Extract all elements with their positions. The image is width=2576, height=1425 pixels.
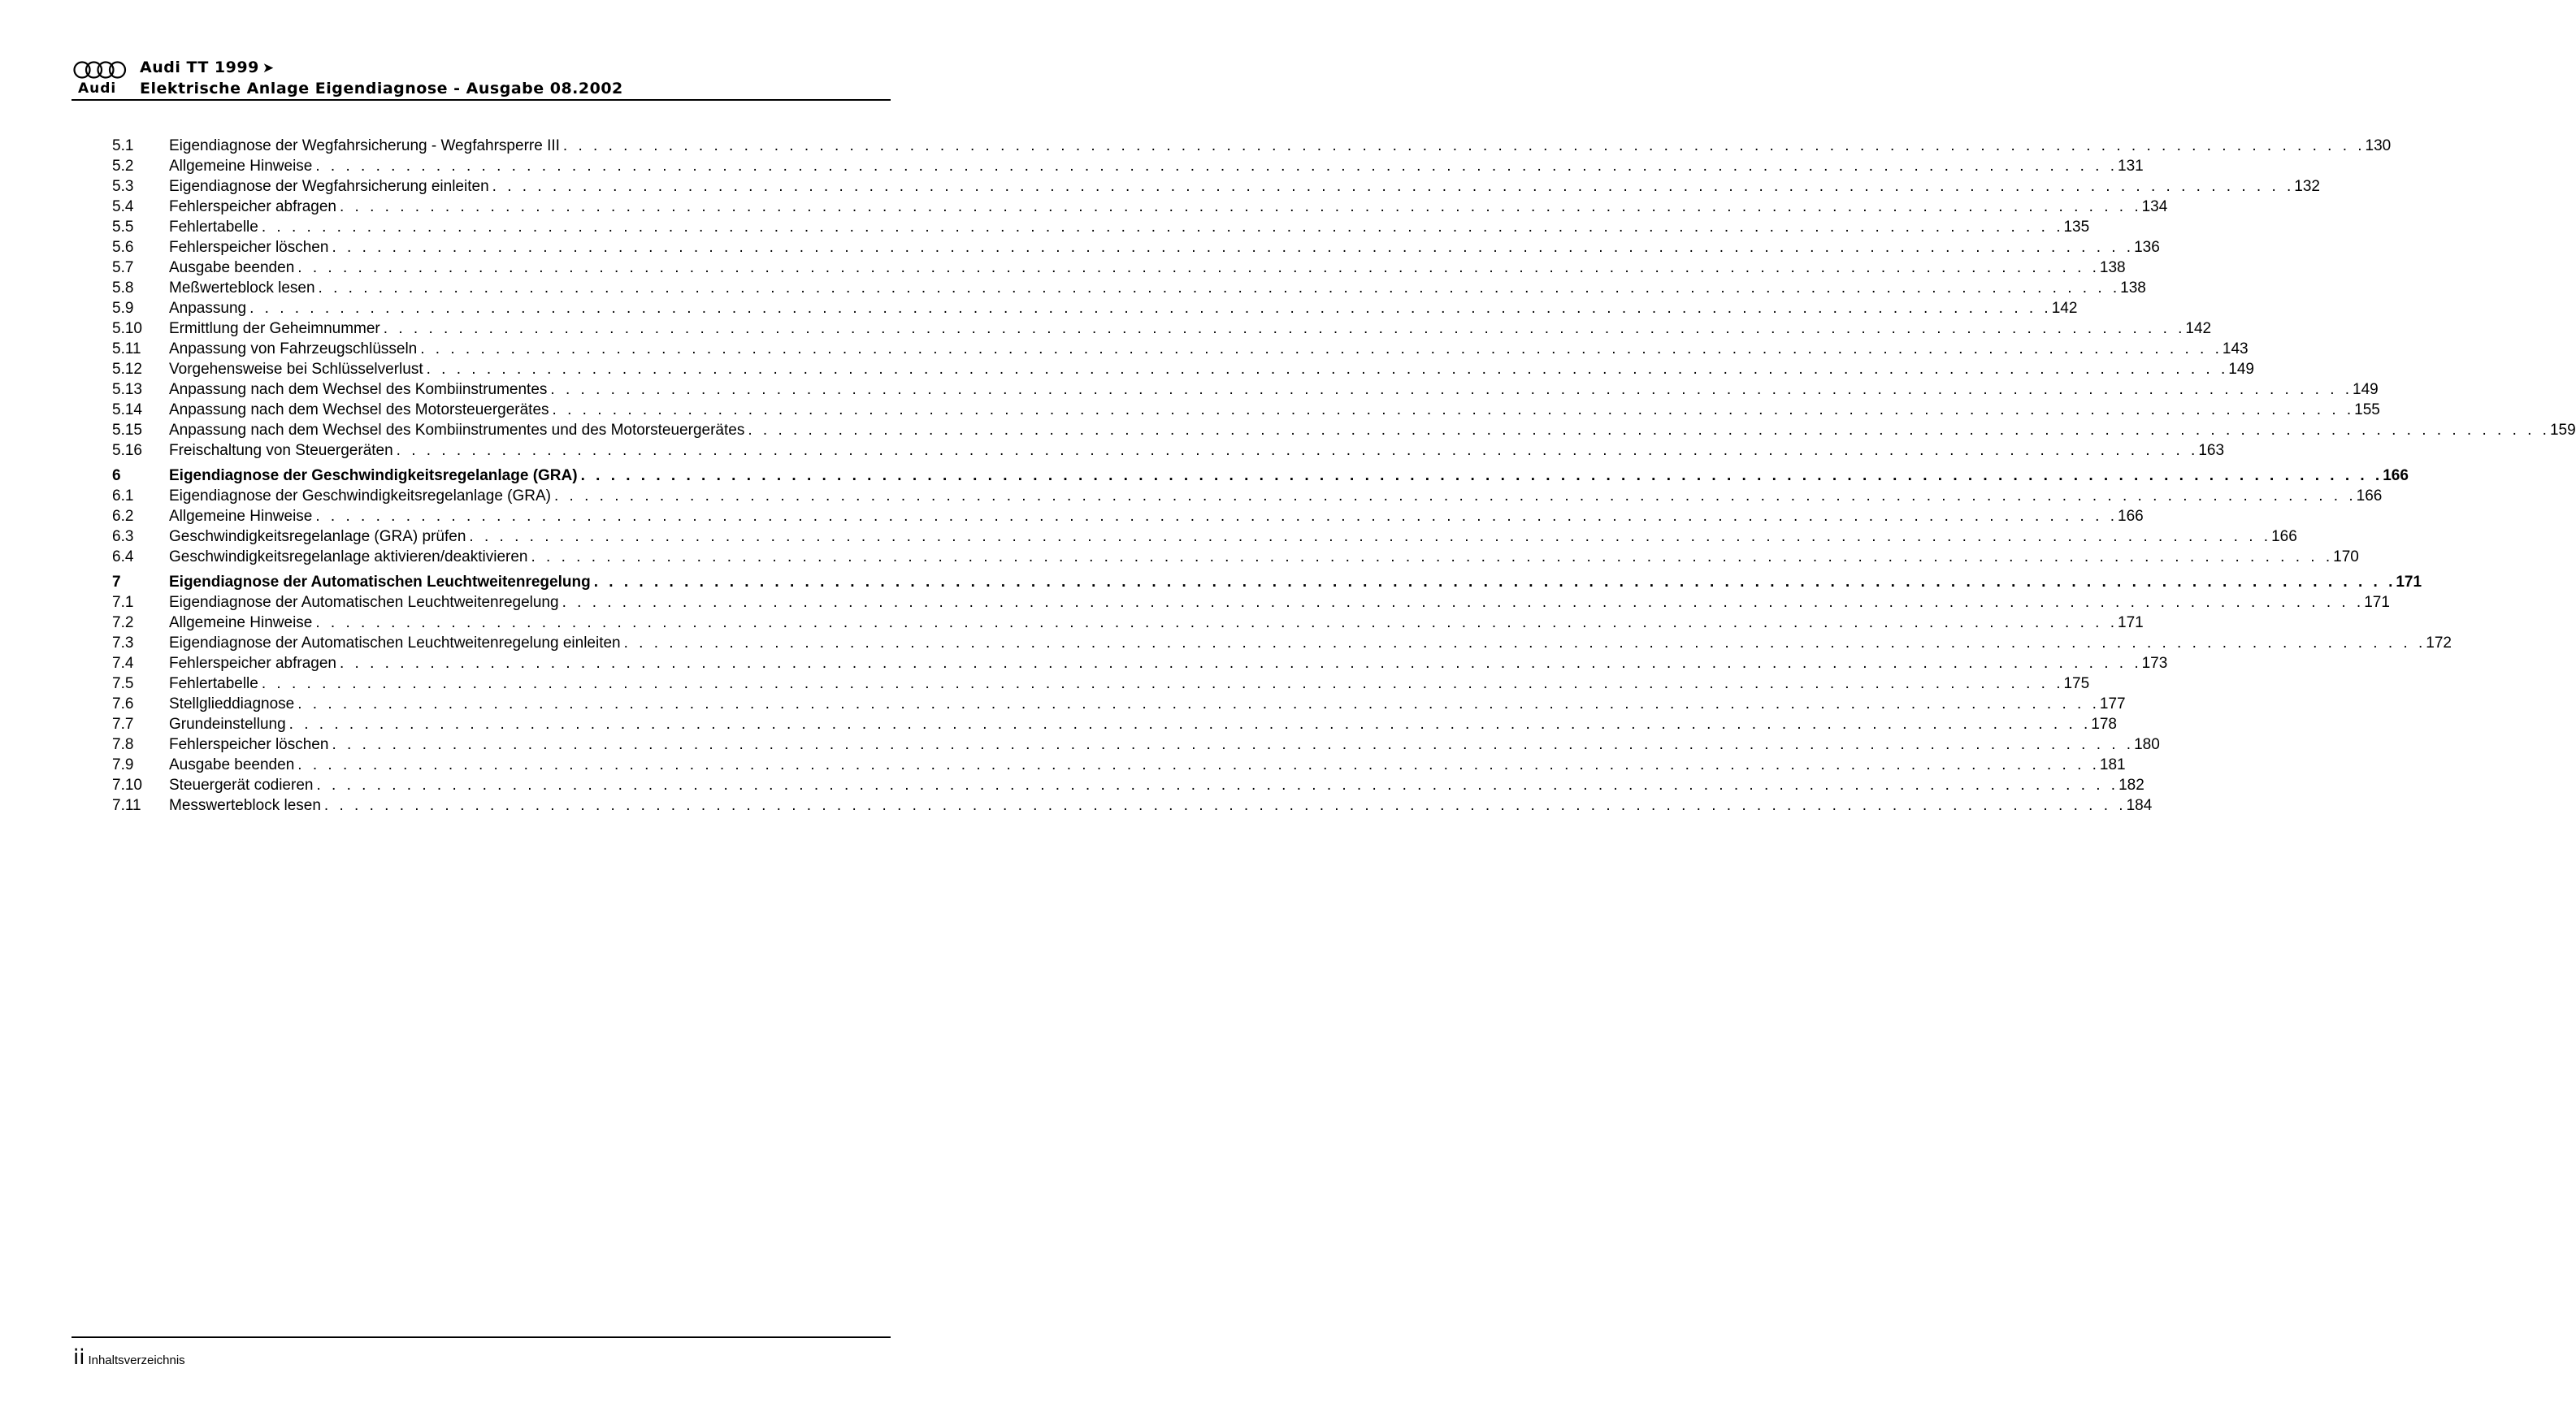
toc-entry-title: Meßwerteblock lesen	[169, 279, 315, 297]
toc-entry-title: Allgemeine Hinweise	[169, 508, 313, 525]
toc-entry[interactable]	[112, 795, 2153, 816]
dot-leader: . . . . . . . . . . . . . . . . . . . . . . . . . . . . . . . . . . . . . . . . . . . . . . . . . . . . . . . . . . . . . . . . . . . . . . . . . . . . . . . . . . . . . . . . . . . . . . . . . . . . . . . . . . . . . . . . . . . . . . . .	[261, 675, 2064, 692]
dot-leader: . . . . . . . . . . . . . . . . . . . . . . . . . . . . . . . . . . . . . . . . . . . . . . . . . . . . . . . . . . . . . . . . . . . . . . . . . . . . . . . . . . . . . . . . . . . . . . . . . . . . . . . . . . . . . . . . . . . . . . . .	[261, 219, 2064, 236]
toc-entry-page: 138	[2120, 279, 2146, 297]
toc-entry-number: 6.4	[112, 548, 134, 565]
dot-leader: . . . . . . . . . . . . . . . . . . . . . . . . . . . . . . . . . . . . . . . . . . . . . . . . . . . . . . . . . . . . . . . . . . . . . . . . . . . . . . . . . . . . . . . . . . . . . . . . . . . . . . . . . . . . . . . . . . . . . . . .	[593, 574, 2396, 591]
toc-entry-page: 166	[2356, 487, 2383, 505]
dot-leader: . . . . . . . . . . . . . . . . . . . . . . . . . . . . . . . . . . . . . . . . . . . . . . . . . . . . . . . . . . . . . . . . . . . . . . . . . . . . . . . . . . . . . . . . . . . . . . . . . . . . . . . . . . . . . . . . . . . . . . . .	[552, 401, 2355, 418]
toc-entry-body	[169, 506, 2144, 526]
toc-entry-body	[169, 156, 2144, 176]
dot-leader: . . . . . . . . . . . . . . . . . . . . . . . . . . . . . . . . . . . . . . . . . . . . . . . . . . . . . . . . . . . . . . . . . . . . . . . . . . . . . . . . . . . . . . . . . . . . . . . . . . . . . . . . . . . . . . . . . . . . . . . .	[426, 361, 2229, 378]
toc-entry[interactable]	[112, 258, 2126, 278]
toc-entry-title: Steuergerät codieren	[169, 777, 314, 794]
toc-entry-page: 171	[2364, 594, 2390, 611]
dot-leader: . . . . . . . . . . . . . . . . . . . . . . . . . . . . . . . . . . . . . . . . . . . . . . . . . . . . . . . . . . . . . . . . . . . . . . . . . . . . . . . . . . . . . . . . . . . . . . . . . . . . . . . . . . . . . . . . . . . . . . . .	[623, 635, 2426, 652]
toc-entry-body	[169, 694, 2126, 714]
toc-entry[interactable]	[112, 136, 2392, 156]
toc-entry-page: 130	[2365, 137, 2392, 154]
document-title	[140, 58, 275, 76]
toc-entry-body	[169, 197, 2168, 217]
toc-entry-number: 5.11	[112, 340, 141, 357]
toc-entry[interactable]	[112, 197, 2168, 217]
toc-chapter-entry[interactable]	[112, 572, 2422, 592]
toc-entry-body	[169, 466, 2409, 486]
toc-entry-title: Geschwindigkeitsregelanlage aktivieren/deaktivieren	[169, 548, 528, 565]
toc-entry-title: Vorgehensweise bei Schlüsselverlust	[169, 361, 423, 378]
toc-entry-title: Anpassung von Fahrzeugschlüsseln	[169, 340, 418, 357]
toc-entry-page: 172	[2426, 635, 2452, 652]
dot-leader: . . . . . . . . . . . . . . . . . . . . . . . . . . . . . . . . . . . . . . . . . . . . . . . . . . . . . . . . . . . . . . . . . . . . . . . . . . . . . . . . . . . . . . . . . . . . . . . . . . . . . . . . . . . . . . . . . . . . . . . .	[249, 300, 2052, 317]
dot-leader: . . . . . . . . . . . . . . . . . . . . . . . . . . . . . . . . . . . . . . . . . . . . . . . . . . . . . . . . . . . . . . . . . . . . . . . . . . . . . . . . . . . . . . . . . . . . . . . . . . . . . . . . . . . . . . . . . . . . . . . .	[332, 239, 2135, 256]
toc-entry-number: 5.9	[112, 300, 134, 317]
toc-entry-page: 155	[2354, 401, 2380, 418]
dot-leader: . . . . . . . . . . . . . . . . . . . . . . . . . . . . . . . . . . . . . . . . . . . . . . . . . . . . . . . . . . . . . . . . . . . . . . . . . . . . . . . . . . . . . . . . . . . . . . . . . . . . . . . . . . . . . . . . . . . . . . . .	[323, 797, 2127, 814]
toc-chapter-entry[interactable]	[112, 466, 2409, 486]
toc-entry-title: Allgemeine Hinweise	[169, 614, 313, 631]
toc-entry-page: 143	[2222, 340, 2249, 357]
toc-entry[interactable]	[112, 633, 2452, 653]
toc-entry-body	[169, 339, 2249, 359]
toc-entry-number: 6.1	[112, 487, 134, 505]
toc-entry-body	[169, 795, 2153, 816]
toc-entry-title: Eigendiagnose der Wegfahrsicherung - Wegfahrsperre III	[169, 137, 560, 154]
toc-entry-number: 5.15	[112, 422, 142, 439]
toc-entry-number: 5.8	[112, 279, 134, 297]
toc-entry-title: Stellglieddiagnose	[169, 695, 295, 712]
toc-entry-title: Grundeinstellung	[169, 716, 286, 733]
toc-entry[interactable]	[112, 217, 2090, 237]
toc-entry-page: 180	[2134, 736, 2160, 753]
header-divider	[72, 99, 891, 101]
dot-leader: . . . . . . . . . . . . . . . . . . . . . . . . . . . . . . . . . . . . . . . . . . . . . . . . . . . . . . . . . . . . . . . . . . . . . . . . . . . . . . . . . . . . . . . . . . . . . . . . . . . . . . . . . . . . . . . . . . . . . . . .	[297, 695, 2100, 712]
toc-entry[interactable]	[112, 156, 2144, 176]
toc-entry-body	[169, 217, 2090, 237]
toc-entry[interactable]	[112, 420, 2576, 440]
toc-entry-number: 7.7	[112, 716, 134, 733]
toc-entry-body	[169, 633, 2452, 653]
toc-entry-title: Fehlertabelle	[169, 219, 258, 236]
toc-entry-number: 5.4	[112, 198, 134, 215]
toc-entry-number: 6	[112, 467, 121, 484]
toc-entry-title: Messwerteblock lesen	[169, 797, 321, 814]
toc-entry-title: Anpassung nach dem Wechsel des Kombiinstrumentes und des Motorsteuergerätes	[169, 422, 745, 439]
page-footer	[73, 1345, 185, 1370]
toc-entry-title: Fehlerspeicher löschen	[169, 736, 329, 753]
toc-entry-title: Anpassung nach dem Wechsel des Motorsteuergerätes	[169, 401, 549, 418]
dot-leader: . . . . . . . . . . . . . . . . . . . . . . . . . . . . . . . . . . . . . . . . . . . . . . . . . . . . . . . . . . . . . . . . . . . . . . . . . . . . . . . . . . . . . . . . . . . . . . . . . . . . . . . . . . . . . . . . . . . . . . . .	[492, 178, 2295, 195]
toc-entry-body	[169, 379, 2379, 400]
toc-entry-title: Allgemeine Hinweise	[169, 158, 313, 175]
toc-entry-title: Eigendiagnose der Geschwindigkeitsregelanlage (GRA)	[169, 487, 551, 505]
toc-entry-body	[169, 653, 2168, 674]
toc-entry-page: 134	[2141, 198, 2168, 215]
audi-rings-icon	[73, 60, 127, 80]
toc-entry-page: 181	[2099, 756, 2126, 773]
toc-entry-number: 5.12	[112, 361, 142, 378]
toc-entry-page: 166	[2383, 467, 2409, 484]
dot-leader: . . . . . . . . . . . . . . . . . . . . . . . . . . . . . . . . . . . . . . . . . . . . . . . . . . . . . . . . . . . . . . . . . . . . . . . . . . . . . . . . . . . . . . . . . . . . . . . . . . . . . . . . . . . . . . . . . . . . . . . .	[315, 508, 2118, 525]
toc-entry-body	[169, 755, 2126, 775]
toc-entry-title: Ausgabe beenden	[169, 259, 295, 276]
toc-entry-number: 5.14	[112, 401, 142, 418]
toc-entry-body	[169, 734, 2160, 755]
toc-entry-title: Fehlerspeicher abfragen	[169, 655, 336, 672]
toc-entry-body	[169, 526, 2297, 547]
toc-entry-title: Fehlerspeicher abfragen	[169, 198, 336, 215]
dot-leader: . . . . . . . . . . . . . . . . . . . . . . . . . . . . . . . . . . . . . . . . . . . . . . . . . . . . . . . . . . . . . . . . . . . . . . . . . . . . . . . . . . . . . . . . . . . . . . . . . . . . . . . . . . . . . . . . . . . . . . . .	[297, 756, 2100, 773]
toc-entry-page: 178	[2091, 716, 2117, 733]
toc-entry-body	[169, 318, 2212, 339]
dot-leader: . . . . . . . . . . . . . . . . . . . . . . . . . . . . . . . . . . . . . . . . . . . . . . . . . . . . . . . . . . . . . . . . . . . . . . . . . . . . . . . . . . . . . . . . . . . . . . . . . . . . . . . . . . . . . . . . . . . . . . . .	[562, 137, 2366, 154]
toc-entry-body	[169, 547, 2359, 567]
toc-entry-number: 5.1	[112, 137, 134, 154]
toc-entry-title: Fehlertabelle	[169, 675, 258, 692]
toc-entry-number: 7.2	[112, 614, 134, 631]
dot-leader: . . . . . . . . . . . . . . . . . . . . . . . . . . . . . . . . . . . . . . . . . . . . . . . . . . . . . . . . . . . . . . . . . . . . . . . . . . . . . . . . . . . . . . . . . . . . . . . . . . . . . . . . . . . . . . . . . . . . . . . .	[748, 422, 2550, 439]
brand-wordmark: Audi	[78, 80, 117, 97]
toc-entry[interactable]	[112, 359, 2254, 379]
toc-entry[interactable]	[112, 613, 2144, 633]
toc-entry-body	[169, 714, 2117, 734]
toc-entry[interactable]	[112, 318, 2212, 339]
toc-entry-page: 171	[2396, 574, 2422, 591]
toc-entry-number: 7.8	[112, 736, 134, 753]
toc-entry-title: Ausgabe beenden	[169, 756, 295, 773]
toc-entry[interactable]	[112, 674, 2090, 694]
toc-entry-body	[169, 613, 2144, 633]
toc-entry-number: 7.5	[112, 675, 134, 692]
toc-entry-page: 170	[2333, 548, 2359, 565]
toc-entry-body	[169, 278, 2146, 298]
toc-entry-body	[169, 486, 2383, 506]
toc-entry[interactable]	[112, 694, 2126, 714]
toc-entry[interactable]	[112, 486, 2383, 506]
toc-entry[interactable]	[112, 298, 2078, 318]
toc-entry-number: 7.6	[112, 695, 134, 712]
footer-divider	[72, 1336, 891, 1338]
toc-entry-page: 142	[2051, 300, 2078, 317]
toc-entry-body	[169, 359, 2254, 379]
toc-entry[interactable]	[112, 379, 2379, 400]
toc-entry-title: Eigendiagnose der Automatischen Leuchtweitenregelung	[169, 574, 591, 591]
toc-entry-number: 6.3	[112, 528, 134, 545]
dot-leader: . . . . . . . . . . . . . . . . . . . . . . . . . . . . . . . . . . . . . . . . . . . . . . . . . . . . . . . . . . . . . . . . . . . . . . . . . . . . . . . . . . . . . . . . . . . . . . . . . . . . . . . . . . . . . . . . . . . . . . . .	[288, 716, 2092, 733]
toc-entry-title: Eigendiagnose der Wegfahrsicherung einleiten	[169, 178, 489, 195]
model-title: Audi TT 1999	[140, 58, 259, 76]
toc-entry-number: 7.1	[112, 594, 134, 611]
toc-entry-page: 135	[2063, 219, 2090, 236]
toc-entry[interactable]	[112, 176, 2320, 197]
toc-entry-page: 149	[2353, 381, 2379, 398]
toc-entry-number: 7.3	[112, 635, 134, 652]
toc-entry-title: Geschwindigkeitsregelanlage (GRA) prüfen	[169, 528, 466, 545]
toc-entry-title: Eigendiagnose der Geschwindigkeitsregelanlage (GRA)	[169, 467, 578, 484]
toc-entry-body	[169, 420, 2576, 440]
dot-leader: . . . . . . . . . . . . . . . . . . . . . . . . . . . . . . . . . . . . . . . . . . . . . . . . . . . . . . . . . . . . . . . . . . . . . . . . . . . . . . . . . . . . . . . . . . . . . . . . . . . . . . . . . . . . . . . . . . . . . . . .	[531, 548, 2334, 565]
toc-entry-title: Eigendiagnose der Automatischen Leuchtweitenregelung	[169, 594, 559, 611]
toc-entry-page: 131	[2118, 158, 2144, 175]
toc-entry-page: 132	[2294, 178, 2320, 195]
toc-entry[interactable]	[112, 592, 2390, 613]
toc-entry-number: 6.2	[112, 508, 134, 525]
toc-entry-body	[169, 176, 2320, 197]
toc-entry-body	[169, 775, 2144, 795]
toc-entry-number: 5.13	[112, 381, 142, 398]
toc-entry-title: Eigendiagnose der Automatischen Leuchtweitenregelung einleiten	[169, 635, 621, 652]
toc-entry-page: 166	[2271, 528, 2297, 545]
dot-leader: . . . . . . . . . . . . . . . . . . . . . . . . . . . . . . . . . . . . . . . . . . . . . . . . . . . . . . . . . . . . . . . . . . . . . . . . . . . . . . . . . . . . . . . . . . . . . . . . . . . . . . . . . . . . . . . . . . . . . . . .	[550, 381, 2353, 398]
audi-logo	[72, 58, 130, 99]
toc-entry-page: 171	[2118, 614, 2144, 631]
toc-entry-body	[169, 136, 2392, 156]
toc-entry-page: 175	[2063, 675, 2090, 692]
dot-leader: . . . . . . . . . . . . . . . . . . . . . . . . . . . . . . . . . . . . . . . . . . . . . . . . . . . . . . . . . . . . . . . . . . . . . . . . . . . . . . . . . . . . . . . . . . . . . . . . . . . . . . . . . . . . . . . . . . . . . . . .	[562, 594, 2365, 611]
toc-entry-number: 5.3	[112, 178, 134, 195]
toc-entry-number: 5.7	[112, 259, 134, 276]
toc-entry-page: 136	[2134, 239, 2160, 256]
dot-leader: . . . . . . . . . . . . . . . . . . . . . . . . . . . . . . . . . . . . . . . . . . . . . . . . . . . . . . . . . . . . . . . . . . . . . . . . . . . . . . . . . . . . . . . . . . . . . . . . . . . . . . . . . . . . . . . . . . . . . . . .	[316, 777, 2119, 794]
toc-entry-number: 5.2	[112, 158, 134, 175]
toc-entry-number: 7.4	[112, 655, 134, 672]
toc-entry-page: 173	[2141, 655, 2168, 672]
dot-leader: . . . . . . . . . . . . . . . . . . . . . . . . . . . . . . . . . . . . . . . . . . . . . . . . . . . . . . . . . . . . . . . . . . . . . . . . . . . . . . . . . . . . . . . . . . . . . . . . . . . . . . . . . . . . . . . . . . . . . . . .	[297, 259, 2100, 276]
toc-entry[interactable]	[112, 734, 2160, 755]
toc-entry[interactable]	[112, 440, 2225, 461]
toc-entry[interactable]	[112, 506, 2144, 526]
toc-entry-page: 163	[2198, 442, 2225, 459]
table-of-contents	[112, 136, 2576, 816]
toc-entry-title: Anpassung nach dem Wechsel des Kombiinstrumentes	[169, 381, 548, 398]
document-subtitle: Elektrische Anlage Eigendiagnose - Ausgabe 08.2002	[140, 80, 623, 97]
toc-entry-title: Ermittlung der Geheimnummer	[169, 320, 380, 337]
toc-entry-title: Fehlerspeicher löschen	[169, 239, 329, 256]
dot-leader: . . . . . . . . . . . . . . . . . . . . . . . . . . . . . . . . . . . . . . . . . . . . . . . . . . . . . . . . . . . . . . . . . . . . . . . . . . . . . . . . . . . . . . . . . . . . . . . . . . . . . . . . . . . . . . . . . . . . . . . .	[339, 655, 2142, 672]
dot-leader: . . . . . . . . . . . . . . . . . . . . . . . . . . . . . . . . . . . . . . . . . . . . . . . . . . . . . . . . . . . . . . . . . . . . . . . . . . . . . . . . . . . . . . . . . . . . . . . . . . . . . . . . . . . . . . . . . . . . . . . .	[420, 340, 2223, 357]
toc-entry-page: 159	[2549, 422, 2576, 439]
toc-entry-body	[169, 674, 2090, 694]
dot-leader: . . . . . . . . . . . . . . . . . . . . . . . . . . . . . . . . . . . . . . . . . . . . . . . . . . . . . . . . . . . . . . . . . . . . . . . . . . . . . . . . . . . . . . . . . . . . . . . . . . . . . . . . . . . . . . . . . . . . . . . .	[332, 736, 2135, 753]
toc-entry-body	[169, 237, 2160, 258]
dot-leader: . . . . . . . . . . . . . . . . . . . . . . . . . . . . . . . . . . . . . . . . . . . . . . . . . . . . . . . . . . . . . . . . . . . . . . . . . . . . . . . . . . . . . . . . . . . . . . . . . . . . . . . . . . . . . . . . . . . . . . . .	[315, 158, 2118, 175]
toc-entry-body	[169, 440, 2225, 461]
dot-leader: . . . . . . . . . . . . . . . . . . . . . . . . . . . . . . . . . . . . . . . . . . . . . . . . . . . . . . . . . . . . . . . . . . . . . . . . . . . . . . . . . . . . . . . . . . . . . . . . . . . . . . . . . . . . . . . . . . . . . . . .	[554, 487, 2357, 505]
page-header	[72, 58, 891, 102]
toc-entry-number: 7.9	[112, 756, 134, 773]
toc-entry-number: 5.5	[112, 219, 134, 236]
toc-entry-page: 177	[2099, 695, 2126, 712]
toc-entry-number: 5.16	[112, 442, 142, 459]
toc-entry-page: 142	[2185, 320, 2212, 337]
toc-entry[interactable]	[112, 653, 2168, 674]
toc-entry[interactable]	[112, 339, 2249, 359]
toc-entry-page: 149	[2228, 361, 2254, 378]
toc-entry-body	[169, 298, 2078, 318]
toc-entry[interactable]	[112, 547, 2359, 567]
dot-leader: . . . . . . . . . . . . . . . . . . . . . . . . . . . . . . . . . . . . . . . . . . . . . . . . . . . . . . . . . . . . . . . . . . . . . . . . . . . . . . . . . . . . . . . . . . . . . . . . . . . . . . . . . . . . . . . . . . . . . . . .	[383, 320, 2186, 337]
toc-entry-body	[169, 572, 2422, 592]
page-number: ii	[73, 1345, 85, 1370]
toc-entry-body	[169, 258, 2126, 278]
toc-entry[interactable]	[112, 526, 2297, 547]
dot-leader: . . . . . . . . . . . . . . . . . . . . . . . . . . . . . . . . . . . . . . . . . . . . . . . . . . . . . . . . . . . . . . . . . . . . . . . . . . . . . . . . . . . . . . . . . . . . . . . . . . . . . . . . . . . . . . . . . . . . . . . .	[469, 528, 2272, 545]
dot-leader: . . . . . . . . . . . . . . . . . . . . . . . . . . . . . . . . . . . . . . . . . . . . . . . . . . . . . . . . . . . . . . . . . . . . . . . . . . . . . . . . . . . . . . . . . . . . . . . . . . . . . . . . . . . . . . . . . . . . . . . .	[315, 614, 2118, 631]
toc-entry[interactable]	[112, 278, 2146, 298]
dot-leader: . . . . . . . . . . . . . . . . . . . . . . . . . . . . . . . . . . . . . . . . . . . . . . . . . . . . . . . . . . . . . . . . . . . . . . . . . . . . . . . . . . . . . . . . . . . . . . . . . . . . . . . . . . . . . . . . . . . . . . . .	[580, 467, 2383, 484]
dot-leader: . . . . . . . . . . . . . . . . . . . . . . . . . . . . . . . . . . . . . . . . . . . . . . . . . . . . . . . . . . . . . . . . . . . . . . . . . . . . . . . . . . . . . . . . . . . . . . . . . . . . . . . . . . . . . . . . . . . . . . . .	[339, 198, 2142, 215]
toc-entry-page: 166	[2118, 508, 2144, 525]
toc-entry-number: 5.6	[112, 239, 134, 256]
toc-entry[interactable]	[112, 237, 2160, 258]
toc-entry-page: 138	[2099, 259, 2126, 276]
arrow-icon: ➤	[262, 60, 275, 76]
toc-entry-title: Freischaltung von Steuergeräten	[169, 442, 393, 459]
toc-entry[interactable]	[112, 714, 2117, 734]
footer-label: Inhaltsverzeichnis	[88, 1354, 185, 1367]
toc-entry[interactable]	[112, 400, 2380, 420]
toc-entry[interactable]	[112, 775, 2144, 795]
dot-leader: . . . . . . . . . . . . . . . . . . . . . . . . . . . . . . . . . . . . . . . . . . . . . . . . . . . . . . . . . . . . . . . . . . . . . . . . . . . . . . . . . . . . . . . . . . . . . . . . . . . . . . . . . . . . . . . . . . . . . . . .	[396, 442, 2199, 459]
toc-entry-number: 7	[112, 574, 121, 591]
toc-entry-number: 7.10	[112, 777, 142, 794]
toc-entry-title: Anpassung	[169, 300, 247, 317]
dot-leader: . . . . . . . . . . . . . . . . . . . . . . . . . . . . . . . . . . . . . . . . . . . . . . . . . . . . . . . . . . . . . . . . . . . . . . . . . . . . . . . . . . . . . . . . . . . . . . . . . . . . . . . . . . . . . . . . . . . . . . . .	[318, 279, 2121, 297]
toc-entry-page: 182	[2118, 777, 2144, 794]
toc-entry[interactable]	[112, 755, 2126, 775]
toc-entry-body	[169, 592, 2390, 613]
toc-entry-body	[169, 400, 2380, 420]
toc-entry-number: 5.10	[112, 320, 142, 337]
toc-entry-page: 184	[2126, 797, 2153, 814]
toc-entry-number: 7.11	[112, 797, 141, 814]
